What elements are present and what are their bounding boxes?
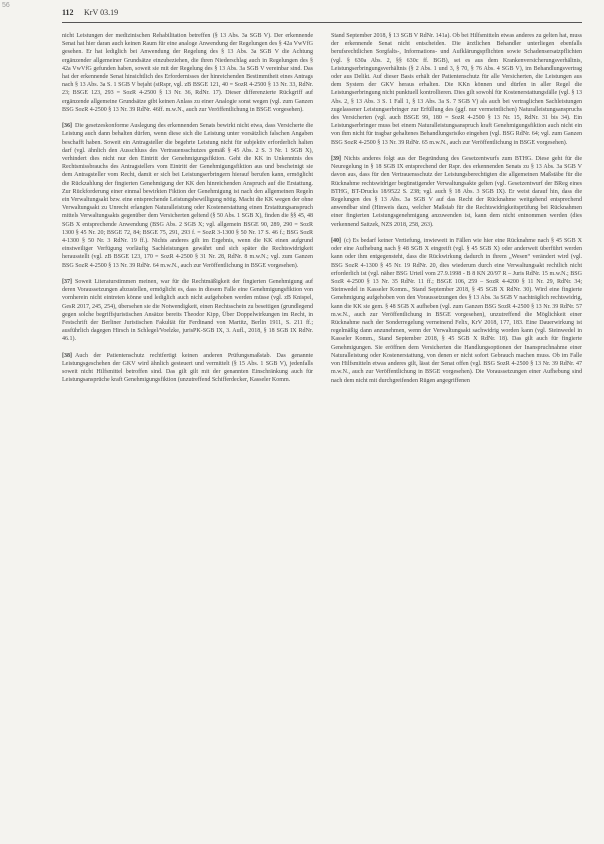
page-number: 112 (62, 8, 74, 17)
scan-corner-mark: 56 (2, 2, 10, 9)
paragraph-number: [36] (62, 123, 72, 130)
paragraph (62, 278, 313, 344)
paragraph (62, 32, 313, 114)
paragraph-text: Auch der Patientenschutz rechtfertigt keinen anderen Prüfungsmaßstab. Das genannte Leistungsgeschehen der GKV wird ähnlich gesteuert und vermittelt (§ 15 Abs. 1 SGB V), jedenfalls soweit nicht Hilfsmittel betroffen sind. Das gilt gilt mit der genannten Einschränkung auch für Leistungsansprüche kraft Genehmigungsfiktion (unzutreffend Schifferdecker, Kasseler Komm. (62, 352, 313, 384)
paragraph (62, 352, 313, 385)
paragraph-text: Stand September 2018, § 13 SGB V RdNr. 141a). Ob bei Hilfsmitteln etwas anderes zu gelten hat, muss der erkennende Senat nicht entscheiden. Die ärztlichen Behandler unterliegen ebenfalls berufsrechtlichen Sorgfalts-, Informations- und Aufklärungspflichten sowie Schadensersatzpflichten (vgl. § 630a Abs. 2, §§ 630c ff. BGB), sei es aus dem Krankenversicherungsverhältnis, Leistungserbringungsverhältnis (§ 2 Abs. 1 und 3, § 70, § 76 Abs. 4 SGB V), im Behandlungsvertrag oder aus Delikt. Auf dieser Basis erhält der Patientenschutz für alle Versicherten, die Leistungen aus dem System der GKV heraus erhalten. Die KKn können und dürfen in aller Regel die Leistungserbringung nicht punktuell kontrollieren. Dies gilt sowohl für Kostenerstattungsfälle (vgl. § 13 Abs. 2, § 13 Abs. 3 S. 1 Fall 1, § 13 Abs. 3a S. 7 SGB V) als auch bei vertraglichen Sachleistungen zugelassener Leistungserbringer zur Erfüllung des (ggf. nur vermeintlichen) Naturalleistungsanspruchs des Versicherten (vgl. auch BSGE 99, 180 = SozR 4-2500 § 13 Nr. 15, RdNr. 31 bis 34). Ein Leistungserbringer muss bei einem Naturalleistungsanspruch kraft Genehmigungsfiktion auch nicht ein von ihm nicht für tragbar gehaltenes Behandlungsrisiko eingehen (vgl. BSG RdNr. 64; vgl. zum Ganzen BSG SozR 4-2500 § 13 Nr. 39 RdNr. 65 m.w.N., auch zur Veröffentlichung in BSGE vorgesehen). (331, 33, 582, 146)
paragraph-gap (331, 147, 582, 155)
paragraph-number: [39] (331, 156, 341, 163)
paragraph-text: Soweit Literaturstimmen meinen, war für die Rechtmäßigkeit der fingierten Genehmigung auf deren Voraussetzungen abzustellen, ermöglicht es, dass in diesem Falle eine Genehmigungsfiktion von vornherein nicht eintreten könne und lediglich auch nicht aufgehoben werden müsse (vgl. zB Knispel, GesR 2017, 245, 254), übersehen sie die Notwendigkeit, einen Rechtsschein zu beseitigen (grundlegend gegen solche begriffsjuristischen Ansätze bereits Theodor Kipp, Über Doppelwirkungen im Recht, in Festschrift der Berliner Juristischen Fakultät für Ferdinand von Martitz, Berlin 1911, S. 211 ff.; ausführlich dagegen Hirsch in Schlegel/Voelzke, jurisPK-SGB IX, 3. Aufl., 2018, § 18 SGB IX RdNr. 46.1). (62, 279, 313, 343)
paragraph-gap (62, 270, 313, 278)
paragraph-gap (62, 344, 313, 352)
paragraph (331, 32, 582, 147)
paragraph-gap (331, 229, 582, 237)
paragraph-text: (c) Es bedarf keiner Vertiefung, inwieweit in Fällen wie hier eine Rücknahme nach § 45 SGB X oder eine Aufhebung nach § 48 SGB X eingreift (vgl. § 45 SGB X) oder anderweit überführt werden kann oder ihm entgegensteht, dass die Rückwirkung dadurch in ihrem „Wesen“ verändert wird (vgl. BSG SozR 4-1300 § 45 Nr. 19 RdNr. 20, dies wiederum durch eine Verwaltungsakt rechtlich nicht erforderlich ist (vgl. näher BSG Urteil vom 27.9.1998 - B 8 KN 20/97 R – Juris RdNr. 15 m.w.N.; BSG SozR 4-2500 § 13 Nr. 35 RdNr. 11 ff.; BSGE 106, 259 – SozR 4-4200 § 11 Nr. 29, RdNr. 34; Steinwedel in Kasseler Komm., Stand September 2018, § 45 SGB X RdNr. 30). Wird eine fingierte Genehmigung aufgehoben von den Voraussetzungen des § 13 Abs. 3a SGB V nachträglich rechtswidrig, kann die KK sie gem. § 48 SGB X aufheben (vgl. zum Ganzen BSG SozR 4-2500 § 13 Nr. 39 RdNr. 57 m.w.N., auch zur Veröffentlichung in BSGE vorgesehen), unzutreffend die Möglichkeit einer Rücknahme nach der Sonderregelung verneinend Felix, KrV 2018, 177, 183. Eine Dauerwirkung ist regelmäßig dann anzunehmen, wenn der Verwaltungsakt sachwidrig worden kann (vgl. Steinwedel in Kasseler Komm., Stand September 2018, § 45 SGB X RdNr. 18). Das gilt auch für fingierte Genehmigungen. Sie eröffnen dem Versicherten die Handlungsoptionen der Inanspruchnahme einer Naturalleistung oder Kostenerstattung, von denen er nicht sofort Gebrauch machen muss. Ob im Falle von Hilfsmitteln etwas anderes gilt, lässt der Senat offen (vgl. BSG SozR 4-2500 § 13 Nr. 39 RdNr. 47 m.w.N., auch zur Veröffentlichung in BSGE vorgesehen). Die Voraussetzungen einer Aufhebung sind nach dem nicht mit durchgreifenden Rügen angegriffenen (331, 238, 582, 384)
paragraph (62, 122, 313, 270)
paragraph (331, 155, 582, 229)
paragraph-text: nicht Leistungen der medizinischen Rehabilitation betreffen (§ 13 Abs. 3a SGB V). Der erkennende Senat hat hier daran auch keinen Raum für eine analoge Anwendung der Regelungen des § 42a VwVfG gesehen. Er hat lediglich bei Anwendung der Regelung des § 13 Abs. 3a SGB V die Achtung ergänzender allgemeiner Grundsätze einzubeziehen, die ihren Niederschlag auch in Regelungen des § 42a VwVfG gefunden haben, soweit sie mit der Regelung des § 13 Abs. 3a SGB V vereinbar sind. Das hat der erkennende Senat hinsichtlich des Erfordernisses der hinreichenden Bestimmtheit eines Antrags nach § 13 Abs. 3a S. 1 SGB V bejaht (stRspr, vgl. zB BSGE 121, 40 = SozR 4-2500 § 13 Nr. 33, RdNr. 23; BSGE 123, 293 = SozR 4-2500 § 13 Nr. 36, RdNr. 17). Dieser differenzierte Rückgriff auf ergänzende allgemeine Grundsätze gibt keinen Anlass zu einer Analogie sonst wegen (vgl. zum Ganzen BSG SozR 4-2500 § 13 Nr. 39 RdNr. 46ff. m.w.N., auch zur Veröffentlichung in BSGE vorgesehen). (62, 33, 313, 113)
right-column (331, 32, 582, 385)
left-column (62, 32, 313, 385)
paragraph (331, 237, 582, 385)
paragraph-text: Die gesetzeskonforme Auslegung des erkennenden Senats bewirkt nicht etwa, dass Versicherte die Leistung auch dann behalten dürfen, wenn diese sich die Leistung unter vorsätzlich falschen Angaben beschafft haben. Soweit ein Antragsteller die begehrte Leistung nicht für subjektiv erforderlich halten darf (vgl. ähnlich den Ausschluss des Vertrauensschutzes gemäß § 45 Abs. 2 S. 3 Nr. 1 SGB X), verhindert dies nicht nur den Eintritt der Genehmigungsfiktion. Geht die KK in Unkenntnis des Rechtsmissbrauchs des Antragstellers vom Eintritt der Genehmigungsfiktion aus und bescheinigt sie dem Antragsteller vom Recht, damit er sich bei Leistungserbringern hierauf berufen kann, ermöglicht die Rückzahlung der fingierten Genehmigung der KK den hinreichenden Anspruch auf die Erstattung. Zur Rückforderung einer einmal bewirkten Fiktion der Genehmigung ist nach den allgemeinen Regeln ein Verwaltungsakt bzw. eine entsprechende Leistungsbewilligung nötig. Macht die KK wegen der ohne Verwaltungsakt zu Unrecht erlangten Naturalleistung oder Kostenerstattung einen Erstattungsanspruch mittels Verwaltungsakts gegenüber dem Versicherten geltend (§ 50 Abs. 1 SGB X), finden die §§ 45, 48 SGB X entsprechende Anwendung (BSG Abs. 2 SGB X; vgl. allgemein BSGE 90, 289, 290 = SozR 1300 § 45 Nr. 20; BSGE 72, 84; BSGE 75, 291, 293 f. = SozR 3-1300 § 50 Nr. 17 S. 46 f.; BSG SozR 4-1300 § 50 Nr. 3 RdNr. 19 ff.). Nichts anderes gilt im Ergebnis, wenn die KK einen aufgrund einstweiliger Verfügung vorläufig Sachleistungen gewährt und sich später die Rechtswidrigkeit herausstellt (vgl. zB BSGE 123, 170 = SozR 4-2500 § 31 Nr. 28, RdNr. 8 m.w.N.; vgl. zum Ganzen BSG SozR 4-2500 § 13 Nr. 39 RdNr. 64 m.w.N., auch zur Veröffentlichung in BSGE vorgesehen). (62, 123, 313, 269)
paragraph-text: Nichts anderes folgt aus der Begründung des Gesetzentwurfs zum BTHG. Diese geht für die Neuregelung in § 18 SGB IX entsprechend der Rspr. des erkennenden Senats zu § 13 Abs. 3a SGB V davon aus, dass für den Vertrauensschutz der Leistungsberechtigten die allgemeinen Maßstäbe für die Rücknahme rechtswidriger begünstigender Verwaltungsakte gelten (vgl. Gesetzentwurf der BReg eines BTHG, BT-Drucks 18/9522 S. 238; vgl. auch § 18 Abs. 3 SGB IX). Er weist darauf hin, dass die Regelungen des § 13 Abs. 3a SGB V auf das Recht der Rücknahme weitgehend entsprechend anwendbar sind (Hinweis dazu, welcher Maßstab für die Rechtswidrigkeitsprüfung bei Rücknahmen einer fingierten Leistungsgenehmigung anzuwenden ist, kann dem nicht entnommen werden (dies verkennend Saitzek, NZS 2018, 258, 263). (331, 156, 582, 228)
journal-reference: KrV 03.19 (84, 8, 119, 17)
paragraph-number: [38] (62, 352, 72, 359)
paragraph-gap (62, 114, 313, 122)
page-header (62, 8, 582, 22)
header-rule (62, 22, 582, 23)
paragraph-number: [37] (62, 279, 72, 286)
paragraph-number: [40] (331, 238, 341, 245)
